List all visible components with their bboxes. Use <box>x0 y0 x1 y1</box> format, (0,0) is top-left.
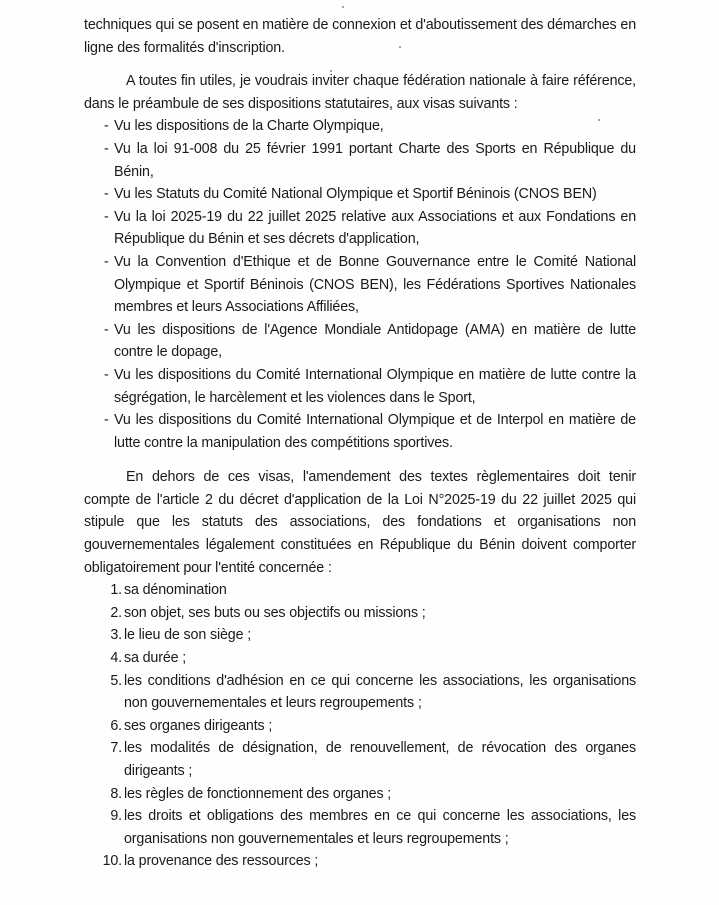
dash-bullet: - <box>104 208 109 225</box>
requirement-item <box>84 602 636 625</box>
dash-bullet: - <box>104 366 109 383</box>
document-body <box>84 14 636 873</box>
requirement-text: les conditions d'adhésion en ce qui concerne les associations, les organisations non gouvernementales et leurs regroupements ; <box>124 672 636 712</box>
item-number: 3. <box>110 627 122 644</box>
item-number: 6. <box>110 717 122 734</box>
requirements-list <box>84 579 636 873</box>
requirement-text: sa durée ; <box>124 650 187 667</box>
requirement-item <box>84 670 636 715</box>
visa-text: Vu les dispositions de l'Agence Mondiale Antidopage (AMA) en matière de lutte contre le dopage, <box>114 321 636 361</box>
dash-bullet: - <box>104 321 109 338</box>
requirement-text: les règles de fonctionnement des organes ; <box>124 785 392 802</box>
visa-item <box>84 319 636 364</box>
visa-text: Vu les dispositions du Comité International Olympique en matière de lutte contre la ségrégation, le harcèlement et les violences dans le Sport, <box>114 366 636 406</box>
item-number: 4. <box>110 650 122 667</box>
visa-item <box>84 206 636 251</box>
requirement-text: le lieu de son siège ; <box>124 627 252 644</box>
dash-bullet: - <box>104 186 109 203</box>
item-number: 7. <box>110 740 122 757</box>
visa-text: Vu la loi 91-008 du 25 février 1991 portant Charte des Sports en République du Bénin, <box>114 140 636 180</box>
visas-list <box>84 115 636 454</box>
requirement-text: la provenance des ressources ; <box>124 853 319 870</box>
requirement-text: les droits et obligations des membres en ce qui concerne les associations, les organisations non gouvernementales et leurs regroupements ; <box>124 808 636 847</box>
visa-item <box>84 364 636 409</box>
dash-bullet: - <box>104 140 109 157</box>
paragraph-intro: A toutes fin utiles, je voudrais inviter chaque fédération nationale à faire référence, dans le préambule de ses dispositions statutaires, aux visas suivants : <box>84 73 636 112</box>
visa-text: Vu la Convention d'Ethique et de Bonne Gouvernance entre le Comité National Olympique et Sportif Béninois (CNOS BEN), les Fédérations Sportives Nationales membres et leurs Associations Affiliées, <box>114 253 636 316</box>
dash-bullet: - <box>104 253 109 270</box>
requirement-item <box>84 850 636 873</box>
visa-text: Vu les dispositions du Comité International Olympique et de Interpol en matière de lutte contre la manipulation des compétitions sportives. <box>114 412 636 451</box>
item-number: 10. <box>102 853 122 870</box>
item-number: 2. <box>110 604 122 621</box>
visa-text: Vu les Statuts du Comité National Olympique et Sportif Béninois (CNOS BEN) <box>114 186 597 203</box>
requirement-item <box>84 624 636 647</box>
requirement-text: les modalités de désignation, de renouvellement, de révocation des organes dirigeants ; <box>124 740 636 779</box>
visa-item <box>84 183 636 206</box>
requirement-item <box>84 715 636 738</box>
requirement-text: son objet, ses buts ou ses objectifs ou missions ; <box>124 604 426 621</box>
dash-bullet: - <box>104 412 109 429</box>
scan-speck <box>342 6 344 8</box>
paragraph-article-2: En dehors de ces visas, l'amendement des textes règlementaires doit tenir compte de l'article 2 du décret d'application de la Loi N°2025-19 du 22 juillet 2025 qui stipule que les statuts des associations, des fondations et organisations non gouvernementales légalement constituées en République du Bénin doivent comporter obligatoirement pour l'entité concernée : <box>84 469 636 576</box>
item-number: 1. <box>110 582 122 599</box>
item-number: 9. <box>110 808 122 825</box>
item-number: 8. <box>110 785 122 802</box>
requirement-item <box>84 737 636 782</box>
visa-item <box>84 251 636 319</box>
item-number: 5. <box>110 672 122 689</box>
requirement-text: ses organes dirigeants ; <box>124 717 273 734</box>
requirement-item <box>84 783 636 806</box>
visa-item <box>84 138 636 183</box>
visa-text: Vu les dispositions de la Charte Olympique, <box>114 118 384 135</box>
requirement-item <box>84 805 636 850</box>
paragraph-continuation: techniques qui se posent en matière de connexion et d'aboutissement des démarches en ligne des formalités d'inscription. <box>84 17 636 56</box>
dash-bullet: - <box>104 118 109 135</box>
requirement-text: sa dénomination <box>124 582 227 599</box>
requirement-item <box>84 579 636 602</box>
visa-item <box>84 409 636 454</box>
visa-item <box>84 115 636 138</box>
visa-text: Vu la loi 2025-19 du 22 juillet 2025 relative aux Associations et aux Fondations en République du Bénin et ses décrets d'application, <box>114 208 636 248</box>
requirement-item <box>84 647 636 670</box>
